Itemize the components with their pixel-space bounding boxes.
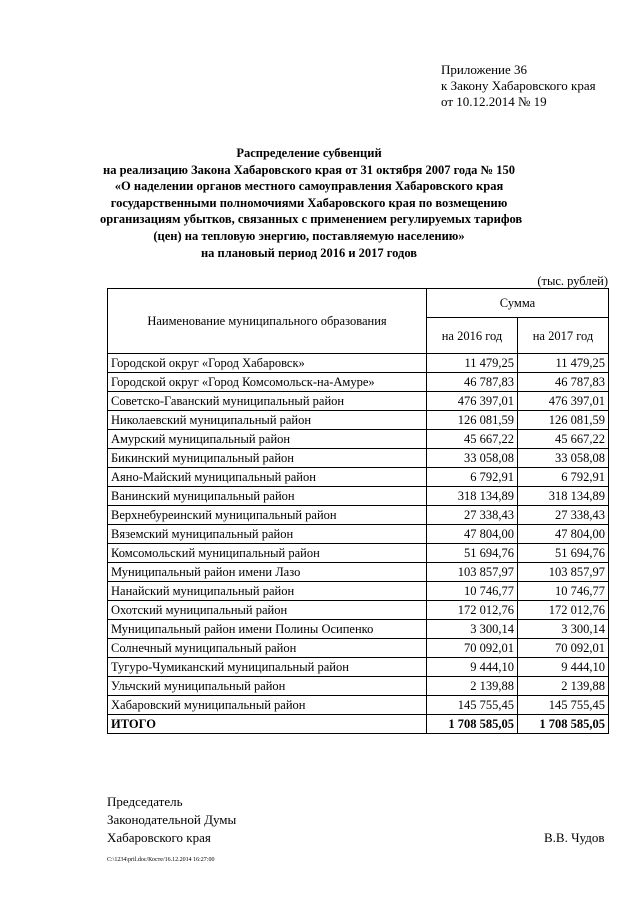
municipality-cell: Тугуро-Чумиканский муниципальный район: [108, 658, 427, 677]
amount-2016-cell: 10 746,77: [427, 582, 518, 601]
title-line: (цен) на тепловую энергию, поставляемую населению»: [153, 228, 465, 243]
amount-2016-cell: 9 444,10: [427, 658, 518, 677]
header-sum: Сумма: [427, 289, 609, 318]
amount-2016-cell: 318 134,89: [427, 487, 518, 506]
title-line: организациям убытков, связанных с применением регулируемых тарифов: [100, 212, 523, 227]
amount-2017-cell: 1 708 585,05: [518, 715, 609, 734]
amount-2017-cell: 27 338,43: [518, 506, 609, 525]
table-row: [108, 525, 609, 544]
header-municipality: Наименование муниципального образования: [108, 289, 427, 354]
municipality-cell: ИТОГО: [108, 715, 427, 734]
amount-2016-cell: 172 012,76: [427, 601, 518, 620]
amount-2017-cell: 47 804,00: [518, 525, 609, 544]
signature-line-2: Законодательной Думы: [107, 812, 237, 827]
document-title: [100, 145, 523, 261]
amount-2017-cell: 318 134,89: [518, 487, 609, 506]
amount-2017-cell: 145 755,45: [518, 696, 609, 715]
municipality-cell: Городской округ «Город Хабаровск»: [108, 354, 427, 373]
amount-2017-cell: 103 857,97: [518, 563, 609, 582]
amount-2016-cell: 51 694,76: [427, 544, 518, 563]
table-row: [108, 354, 609, 373]
table-row: [108, 430, 609, 449]
amount-2017-cell: 46 787,83: [518, 373, 609, 392]
amount-2016-cell: 1 708 585,05: [427, 715, 518, 734]
municipality-cell: Верхнебуреинский муниципальный район: [108, 506, 427, 525]
municipality-cell: Бикинский муниципальный район: [108, 449, 427, 468]
municipality-cell: Ульчский муниципальный район: [108, 677, 427, 696]
amount-2017-cell: 6 792,91: [518, 468, 609, 487]
amount-2017-cell: 33 058,08: [518, 449, 609, 468]
total-row: [108, 715, 609, 734]
amount-2017-cell: 10 746,77: [518, 582, 609, 601]
table-row: [108, 411, 609, 430]
file-path-footer: C:\1234\pril.doc/Косте/16.12.2014 16:27:00: [107, 857, 215, 863]
municipality-cell: Городской округ «Город Комсомольск-на-Амуре»: [108, 373, 427, 392]
municipality-cell: Нанайский муниципальный район: [108, 582, 427, 601]
municipality-cell: Хабаровский муниципальный район: [108, 696, 427, 715]
title-line: на реализацию Закона Хабаровского края от 31 октября 2007 года № 150: [103, 162, 515, 177]
amount-2016-cell: 103 857,97: [427, 563, 518, 582]
table-row: [108, 582, 609, 601]
municipality-cell: Амурский муниципальный район: [108, 430, 427, 449]
table-row: [108, 658, 609, 677]
amount-2017-cell: 9 444,10: [518, 658, 609, 677]
amount-2016-cell: 11 479,25: [427, 354, 518, 373]
municipality-cell: Комсомольский муниципальный район: [108, 544, 427, 563]
subsidies-table: [107, 288, 609, 734]
table-row: [108, 487, 609, 506]
amount-2017-cell: 3 300,14: [518, 620, 609, 639]
municipality-cell: Ванинский муниципальный район: [108, 487, 427, 506]
municipality-cell: Муниципальный район имени Полины Осипенко: [108, 620, 427, 639]
amount-2017-cell: 476 397,01: [518, 392, 609, 411]
appendix-line-3: от 10.12.2014 № 19: [441, 94, 547, 109]
amount-2017-cell: 2 139,88: [518, 677, 609, 696]
appendix-line-2: к Закону Хабаровского края: [441, 78, 596, 93]
municipality-cell: Муниципальный район имени Лазо: [108, 563, 427, 582]
amount-2016-cell: 145 755,45: [427, 696, 518, 715]
amount-2017-cell: 126 081,59: [518, 411, 609, 430]
signatory-name: В.В. Чудов: [544, 830, 605, 845]
municipality-cell: Советско-Гаванский муниципальный район: [108, 392, 427, 411]
table-row: [108, 506, 609, 525]
amount-2017-cell: 11 479,25: [518, 354, 609, 373]
appendix-reference: [441, 62, 596, 110]
amount-2016-cell: 2 139,88: [427, 677, 518, 696]
table-row: [108, 677, 609, 696]
table-row: [108, 468, 609, 487]
table-row: [108, 639, 609, 658]
signature-block: [107, 793, 236, 847]
amount-2016-cell: 70 092,01: [427, 639, 518, 658]
amount-2016-cell: 45 667,22: [427, 430, 518, 449]
amount-2016-cell: 33 058,08: [427, 449, 518, 468]
amount-2017-cell: 51 694,76: [518, 544, 609, 563]
amount-2016-cell: 126 081,59: [427, 411, 518, 430]
amount-2016-cell: 27 338,43: [427, 506, 518, 525]
table-row: [108, 392, 609, 411]
table-row: [108, 373, 609, 392]
amount-2016-cell: 3 300,14: [427, 620, 518, 639]
table-row: [108, 449, 609, 468]
signature-line-1: Председатель: [107, 794, 183, 809]
title-line: государственными полномочиями Хабаровского края по возмещению: [110, 195, 508, 210]
amount-2017-cell: 45 667,22: [518, 430, 609, 449]
table-body: [108, 354, 609, 734]
amount-2016-cell: 47 804,00: [427, 525, 518, 544]
municipality-cell: Вяземский муниципальный район: [108, 525, 427, 544]
appendix-line-1: Приложение 36: [441, 62, 528, 77]
municipality-cell: Николаевский муниципальный район: [108, 411, 427, 430]
table-row: [108, 696, 609, 715]
municipality-cell: Аяно-Майский муниципальный район: [108, 468, 427, 487]
title-line: Распределение субвенций: [236, 146, 382, 160]
table-row: [108, 601, 609, 620]
header-2017: на 2017 год: [518, 318, 609, 354]
table-row: [108, 544, 609, 563]
amount-2017-cell: 70 092,01: [518, 639, 609, 658]
municipality-cell: Охотский муниципальный район: [108, 601, 427, 620]
amount-2017-cell: 172 012,76: [518, 601, 609, 620]
amount-2016-cell: 46 787,83: [427, 373, 518, 392]
amount-2016-cell: 6 792,91: [427, 468, 518, 487]
signature-line-3: Хабаровского края: [107, 830, 211, 845]
amount-2016-cell: 476 397,01: [427, 392, 518, 411]
header-2016: на 2016 год: [427, 318, 518, 354]
table-row: [108, 563, 609, 582]
table-row: [108, 620, 609, 639]
title-line: на плановый период 2016 и 2017 годов: [200, 245, 418, 260]
municipality-cell: Солнечный муниципальный район: [108, 639, 427, 658]
title-line: «О наделении органов местного самоуправления Хабаровского края: [114, 179, 504, 194]
units-note: (тыс. рублей): [537, 274, 608, 288]
